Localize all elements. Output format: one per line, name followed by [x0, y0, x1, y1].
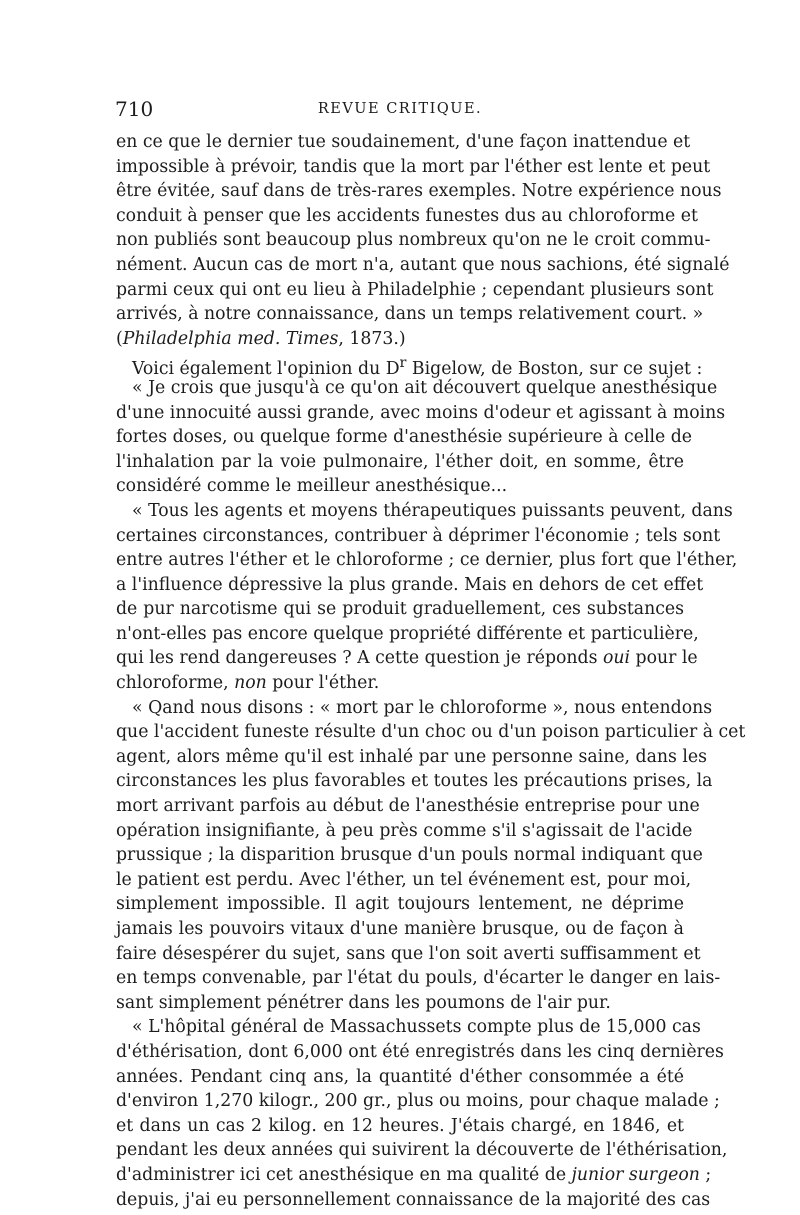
text-line: le patient est perdu. Avec l'éther, un tel événement est, pour moi,: [116, 869, 692, 890]
text-line: d'une innocuité aussi grande, avec moins d'odeur et agissant à moins: [116, 402, 726, 423]
text-line: faire désespérer du sujet, sans que l'on soit averti suffisamment et: [116, 943, 701, 964]
text-line: fortes doses, ou quelque forme d'anesthésie supérieure à celle de: [116, 427, 693, 448]
text-line: en ce que le dernier tue soudainement, d'une façon inattendue et: [116, 132, 691, 152]
text-line: « Tous les agents et moyens thérapeutiques puissants peuvent, dans: [132, 500, 733, 521]
text-line: « L'hôpital général de Massachussets compte plus de 15,000 cas: [132, 1017, 701, 1038]
text-line: d'environ 1,270 kilogr., 200 gr., plus ou moins, pour chaque malade ;: [116, 1091, 720, 1112]
text-line: prussique ; la disparition brusque d'un pouls normal indiquant que: [116, 845, 703, 866]
text-line: considéré comme le meilleur anesthésique...: [116, 476, 508, 497]
text-line: n'ont-elles pas encore quelque propriété différente et particulière,: [116, 623, 699, 644]
text-line: jamais les pouvoirs vitaux d'une manière brusque, ou de façon à: [116, 919, 684, 939]
text-line: certaines circonstances, contribuer à déprimer l'économie ; tels sont: [116, 525, 721, 546]
text-line: opération insignifiante, à peu près comme s'il s'agissait de l'acide: [116, 820, 693, 841]
text-line: Voici également l'opinion du $D^r$ Bigelow, de Boston, sur ce sujet :: [132, 355, 703, 380]
text-line: (Philadelphia med. Times, 1873.): [116, 328, 406, 349]
text-line: nément. Aucun cas de mort n'a, autant que nous sachions, été signalé: [116, 254, 730, 275]
text-line: « Qand nous disons : « mort par le chloroforme », nous entendons: [132, 697, 713, 718]
text-line: « Je crois que jusqu'à ce qu'on ait découvert quelque anesthésique: [132, 377, 718, 398]
text-line: depuis, j'ai eu personnellement connaissance de la majorité des cas: [116, 1189, 711, 1210]
text-line: l'inhalation par la voie pulmonaire, l'éther doit, en somme, être: [116, 451, 684, 472]
text-line: entre autres l'éther et le chloroforme ; ce dernier, plus fort que l'éther,: [116, 550, 738, 571]
text-line: simplement impossible. Il agit toujours lentement, ne déprime: [116, 894, 684, 915]
body-text: [116, 130, 746, 1212]
text-line: de pur narcotisme qui se produit graduellement, ces substances: [116, 599, 684, 620]
text-line: a l'influence dépressive la plus grande. Mais en dehors de cet effet: [116, 574, 704, 595]
text-line: d'éthérisation, dont 6,000 ont été enregistrés dans les cinq dernières: [116, 1041, 724, 1062]
running-title: REVUE CRITIQUE.: [317, 101, 483, 117]
text-line: chloroforme, non pour l'éther.: [116, 673, 380, 694]
text-line: qui les rend dangereuses ? A cette question je réponds oui pour le: [116, 648, 698, 669]
text-line: mort arrivant parfois au début de l'anesthésie entreprise pour une: [116, 796, 700, 817]
text-line: impossible à prévoir, tandis que la mort par l'éther est lente et peut: [116, 156, 711, 177]
text-line: circonstances les plus favorables et toutes les précautions prises, la: [116, 771, 713, 792]
text-line: et dans un cas 2 kilog. en 12 heures. J'étais chargé, en 1846, et: [116, 1115, 684, 1136]
text-line: sant simplement pénétrer dans les poumons de l'air pur.: [116, 992, 611, 1013]
page-number: 710: [115, 97, 154, 121]
text-line: pendant les deux années qui suivirent la découverte de l'éthérisation,: [116, 1140, 728, 1161]
text-line: agent, alors même qu'il est inhalé par une personne saine, dans les: [116, 746, 708, 767]
text-line: non publiés sont beaucoup plus nombreux qu'on ne le croit commu-: [116, 230, 711, 251]
text-line: d'administrer ici cet anesthésique en ma qualité de junior surgeon ;: [116, 1164, 712, 1185]
text-line: être évitée, sauf dans de très-rares exemples. Notre expérience nous: [116, 181, 722, 202]
page-header: [115, 97, 685, 123]
text-line: en temps convenable, par l'état du pouls, d'écarter le danger en lais-: [116, 968, 721, 989]
text-line: parmi ceux qui ont eu lieu à Philadelphie ; cependant plusieurs sont: [116, 279, 714, 300]
text-line: années. Pendant cinq ans, la quantité d'éther consommée a été: [116, 1066, 684, 1087]
text-line: arrivés, à notre connaissance, dans un temps relativement court. »: [116, 304, 704, 325]
text-line: conduit à penser que les accidents funestes dus au chloroforme et: [116, 205, 698, 226]
text-line: que l'accident funeste résulte d'un choc ou d'un poison particulier à cet: [116, 722, 746, 743]
